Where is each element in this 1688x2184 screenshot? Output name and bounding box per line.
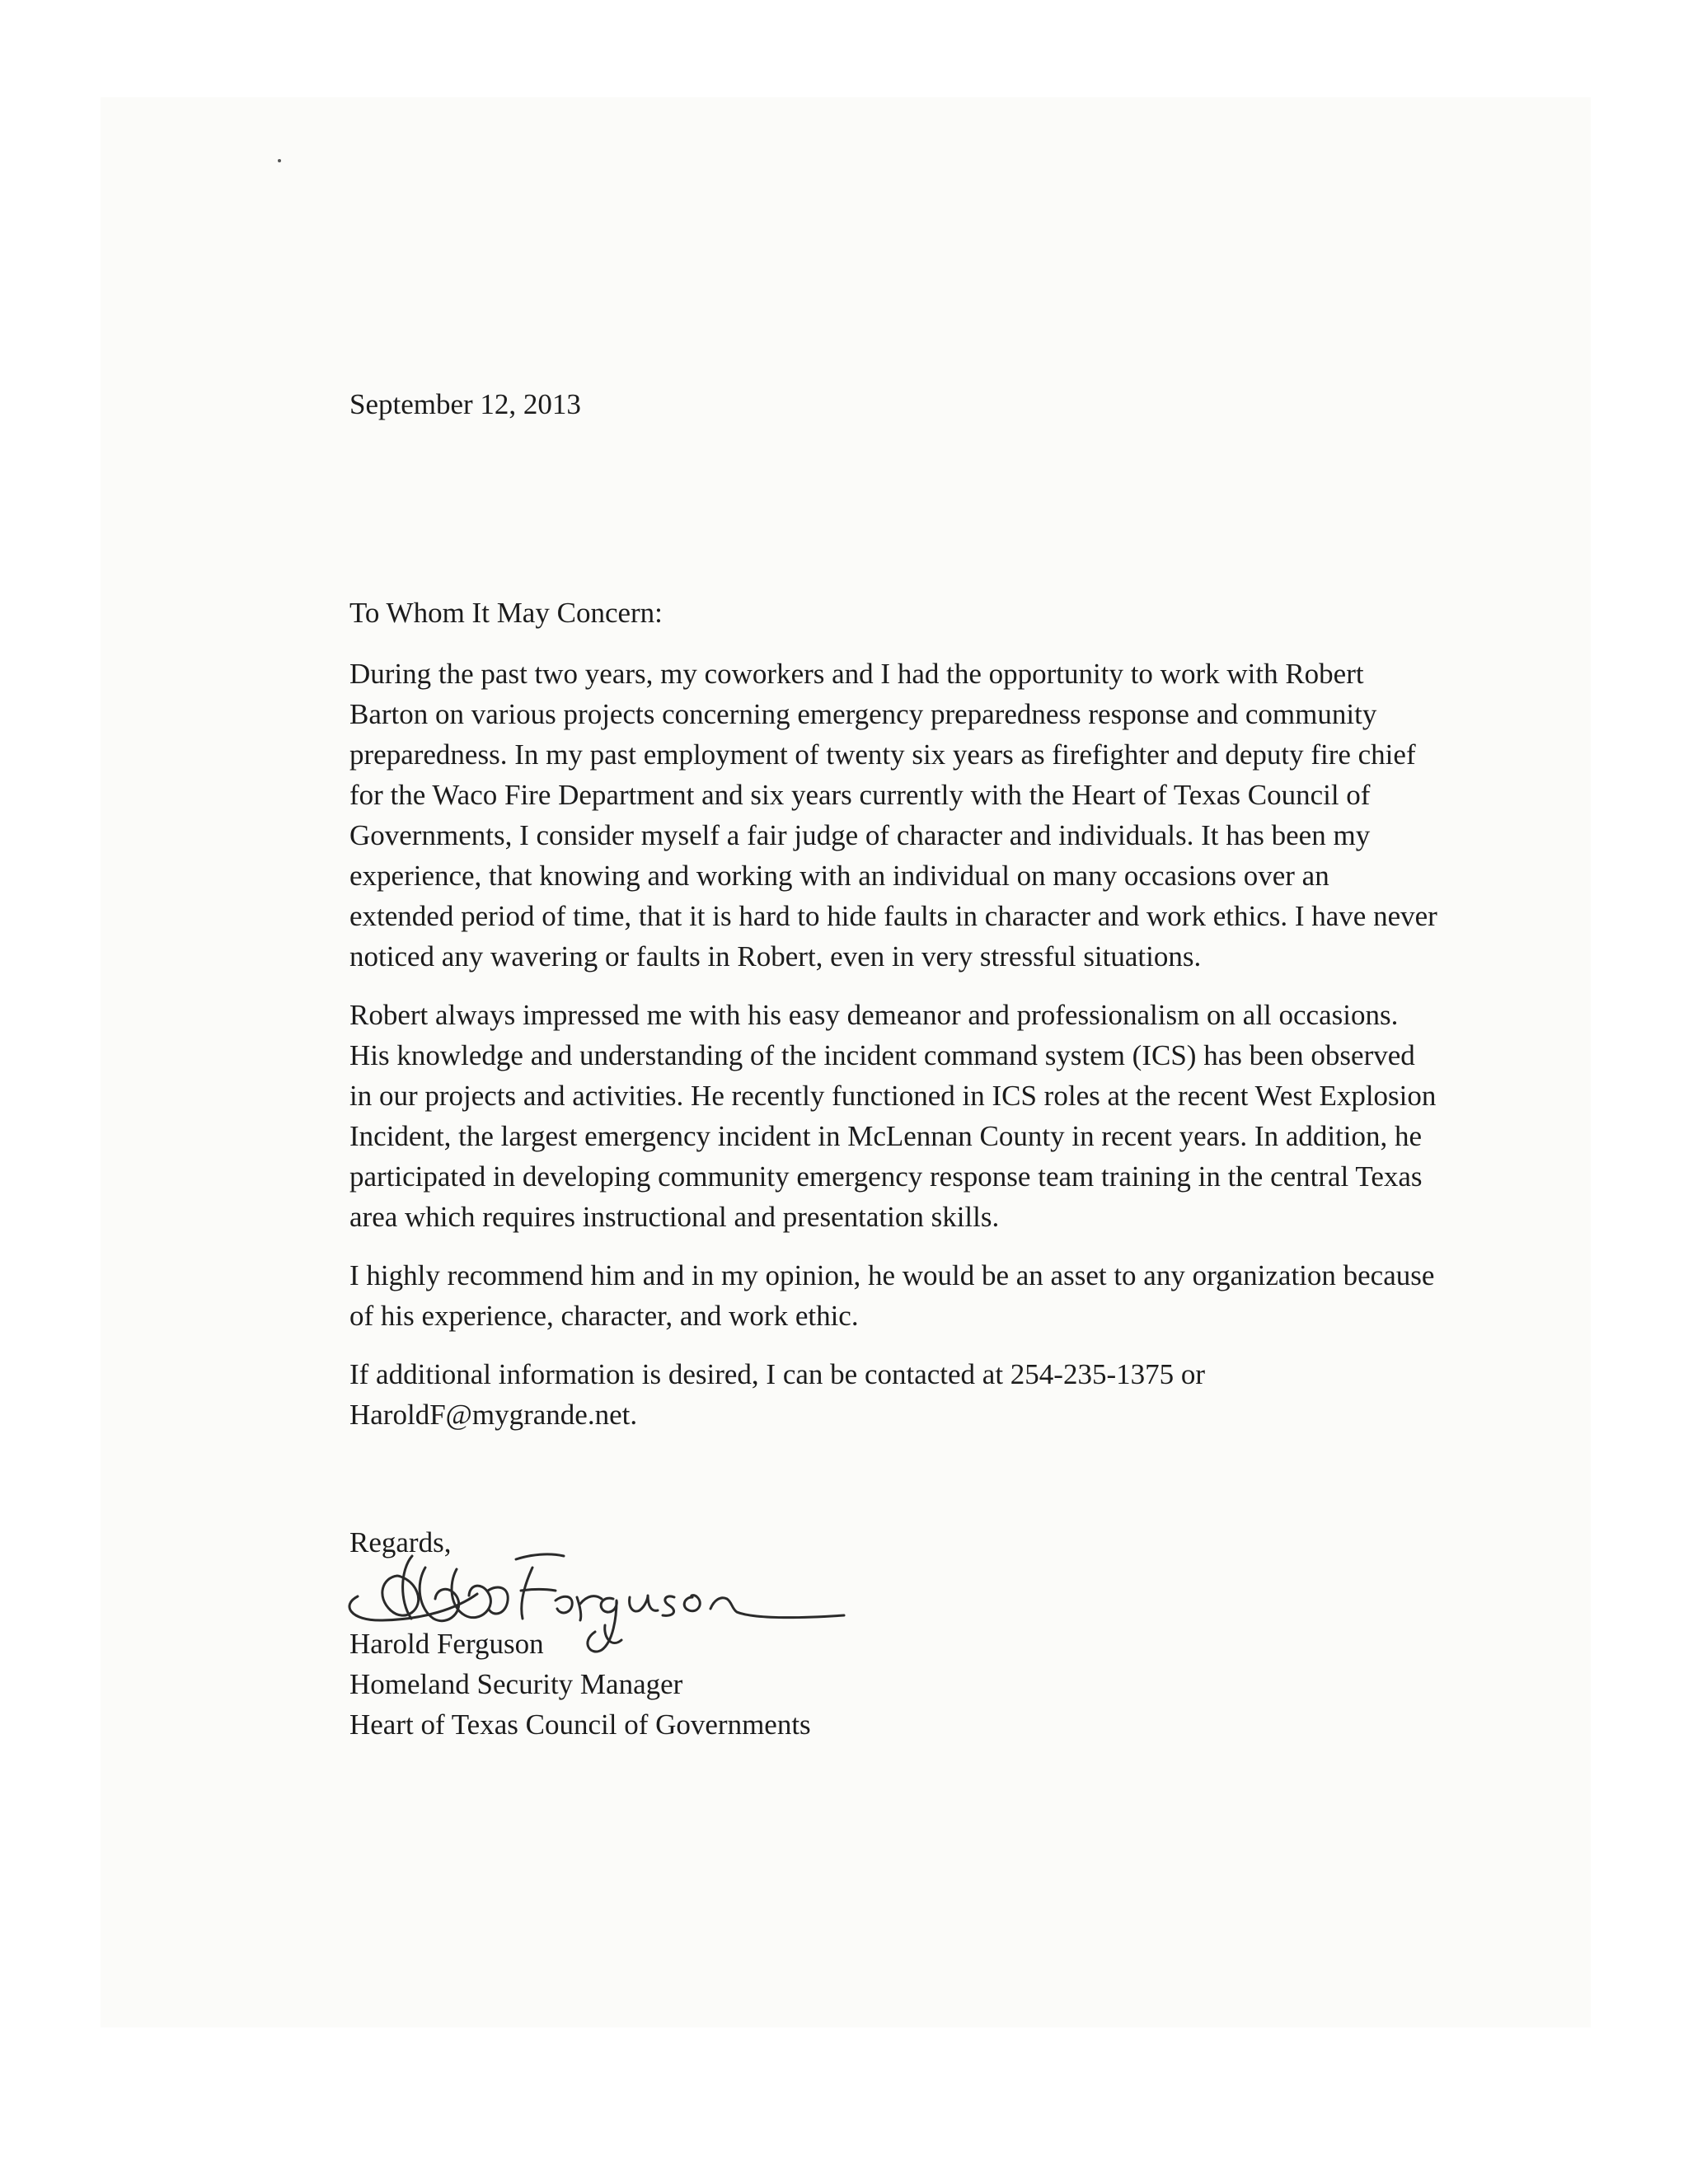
paper-speck xyxy=(278,159,281,162)
handwritten-signature xyxy=(333,1518,893,1658)
letter-date: September 12, 2013 xyxy=(349,388,581,420)
salutation: To Whom It May Concern: xyxy=(349,597,663,629)
letter-body xyxy=(349,384,1437,1745)
paragraph-3: I highly recommend him and in my opinion, he would be an asset to any organization because of his experience, character, and work ethic. xyxy=(349,1259,1435,1332)
signer-name: Harold Ferguson xyxy=(349,1628,544,1660)
paragraph-2: Robert always impressed me with his easy demeanor and professionalism on all occasions. His knowledge and understanding of the incident command system (ICS) has been observed in our projects and activities. He recently functioned in ICS roles at the recent West Explosion Incident, the largest emergency incident in McLennan County in recent years. In addition, he participated in developing community emergency response team training in the central Texas area which requires instructional and presentation skills. xyxy=(349,999,1437,1233)
signer-title: Homeland Security Manager xyxy=(349,1668,683,1700)
signer-organization: Heart of Texas Council of Governments xyxy=(349,1708,811,1741)
signature-area xyxy=(349,1563,1437,1624)
closing: Regards, xyxy=(349,1526,452,1558)
paragraph-4: If additional information is desired, I can be contacted at 254-235-1375 or HaroldF@mygrande.net. xyxy=(349,1358,1206,1431)
paragraph-1: During the past two years, my coworkers and I had the opportunity to work with Robert Barton on various projects concerning emergency preparedness response and community preparedness. In my past employment of twenty six years as firefighter and deputy fire chief for the Waco Fire Department and six years currently with the Heart of Texas Council of Governments, I consider myself a fair judge of character and individuals. It has been my experience, that knowing and working with an individual on many occasions over an extended period of time, that it is hard to hide faults in character and work ethics. I have never noticed any wavering or faults in Robert, even in very stressful situations. xyxy=(349,658,1437,972)
